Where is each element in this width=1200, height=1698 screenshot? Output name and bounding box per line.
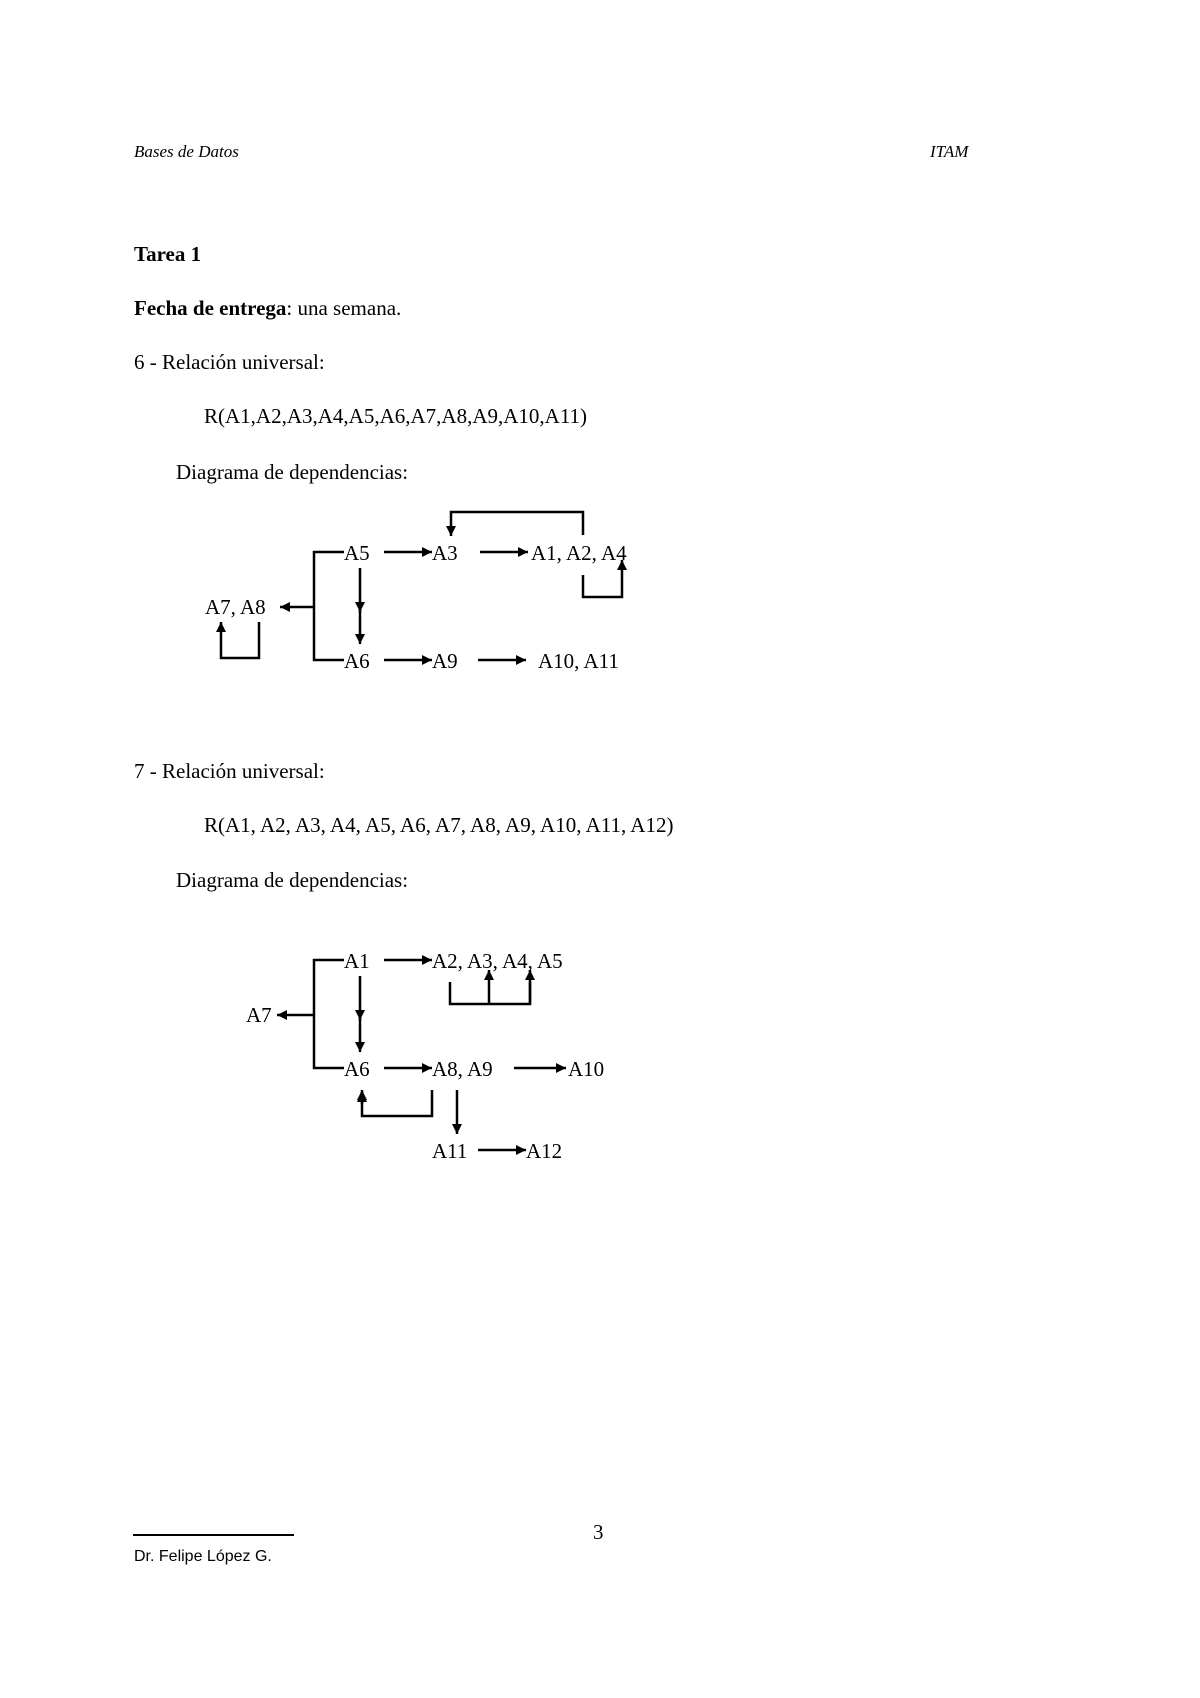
problem-7-heading: 7 - Relación universal: — [134, 759, 325, 783]
page-number: 3 — [593, 1520, 604, 1544]
loop-a7-a8 — [221, 622, 259, 658]
node-a9: A9 — [432, 649, 458, 673]
arrow-a1a2a4-a3 — [451, 512, 583, 536]
problem-6-relation: R(A1,A2,A3,A4,A5,A6,A7,A8,A9,A10,A11) — [204, 404, 588, 428]
node-a7: A7 — [246, 1003, 272, 1027]
loop-a1a2a4 — [583, 560, 622, 597]
node-a1: A1 — [344, 949, 370, 973]
footer-author: Dr. Felipe López G. — [134, 1548, 272, 1565]
arrow-a89-a6 — [362, 1090, 432, 1116]
node-a8-a9: A8, A9 — [432, 1057, 493, 1081]
problem-6-diagram-label: Diagrama de dependencias: — [176, 460, 409, 484]
diagram-7 — [246, 949, 604, 1163]
node-a10: A10 — [568, 1057, 605, 1081]
header-course: Bases de Datos — [134, 142, 239, 161]
header-institution: ITAM — [930, 142, 969, 161]
node-a12: A12 — [526, 1139, 563, 1163]
bracket-a5-a6 — [314, 552, 344, 660]
problem-7-diagram-label: Diagrama de dependencias: — [176, 868, 409, 892]
node-a6-b: A6 — [344, 1057, 370, 1081]
node-a10-a11: A10, A11 — [538, 649, 619, 673]
bracket-a2345 — [450, 982, 530, 1004]
node-a11: A11 — [432, 1139, 468, 1163]
bracket-a1-a6 — [314, 960, 344, 1068]
problem-6-heading: 6 - Relación universal: — [134, 350, 325, 374]
due-date-label: Fecha de entrega — [134, 296, 287, 320]
node-a1-a2-a4: A1, A2, A4 — [531, 541, 627, 565]
due-date-line — [134, 296, 401, 321]
node-a5: A5 — [344, 541, 370, 565]
assignment-title: Tarea 1 — [134, 242, 202, 266]
due-date-value: : una semana. — [286, 296, 402, 320]
diagram-6 — [205, 512, 627, 673]
node-a6: A6 — [344, 649, 370, 673]
problem-7-relation: R(A1, A2, A3, A4, A5, A6, A7, A8, A9, A10, A11, A12) — [204, 813, 674, 837]
node-a7-a8: A7, A8 — [205, 595, 266, 619]
footer-rule — [133, 1534, 294, 1536]
node-a2-a3-a4-a5: A2, A3, A4, A5 — [432, 949, 563, 973]
node-a3: A3 — [432, 541, 458, 565]
